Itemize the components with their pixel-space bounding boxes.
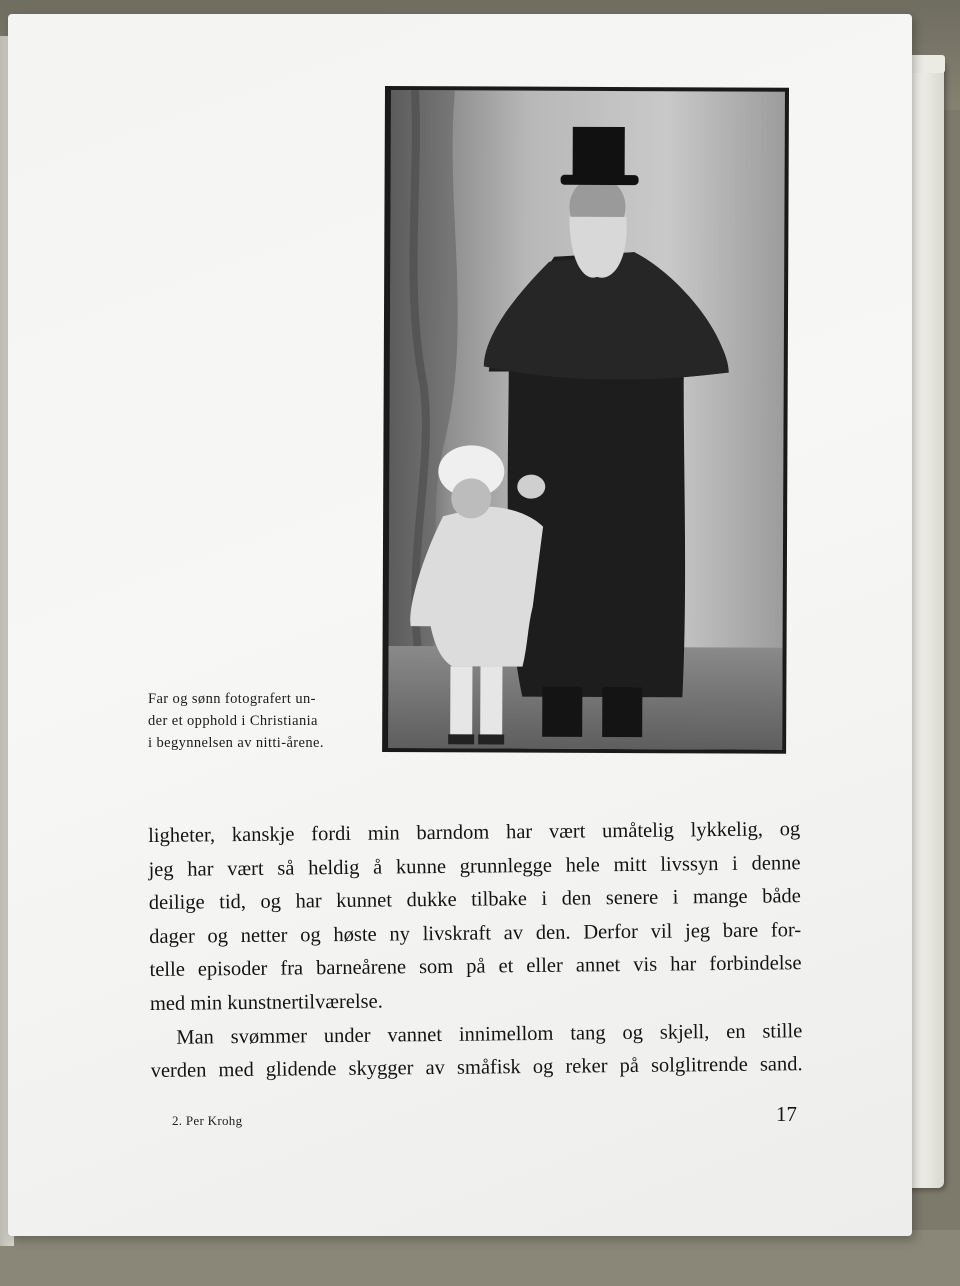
caption-line: Far og sønn fotografert un- xyxy=(148,691,316,707)
signature-mark: 2. Per Krohg xyxy=(172,1113,243,1128)
body-line: dager og netter og høste ny livskraft av den. Derfor vil jeg bare for- xyxy=(149,918,802,948)
background-bottom xyxy=(0,1230,960,1286)
body-line: jeg har vært så heldig å kunne grunnlegge hele mitt livssyn i denne xyxy=(148,851,801,881)
body-line: telle episoder fra barneårene som på et eller annet vis har forbindelse xyxy=(149,952,802,982)
body-text xyxy=(148,813,803,1089)
body-line: Man svømmer under vannet innimellom tang og skjell, en stille xyxy=(176,1019,803,1049)
page-number: 17 xyxy=(776,1102,797,1126)
caption-line: i begynnelsen av nitti-årene. xyxy=(148,735,324,751)
body-line: ligheter, kanskje fordi min barndom har vært umåtelig lykkelig, og xyxy=(148,818,801,847)
photo-caption xyxy=(148,688,370,754)
photograph-father-and-son-icon xyxy=(382,86,789,754)
body-line: deilige tid, og har kunnet dukke tilbake i den senere i mange både xyxy=(148,885,801,915)
caption-line: der et opphold i Christiania xyxy=(148,713,318,729)
photograph xyxy=(382,86,789,754)
body-line: verden med glidende skygger av småfisk og reker på solglitrende sand. xyxy=(150,1053,803,1083)
body-line: med min kunstnertilværelse. xyxy=(149,990,383,1015)
